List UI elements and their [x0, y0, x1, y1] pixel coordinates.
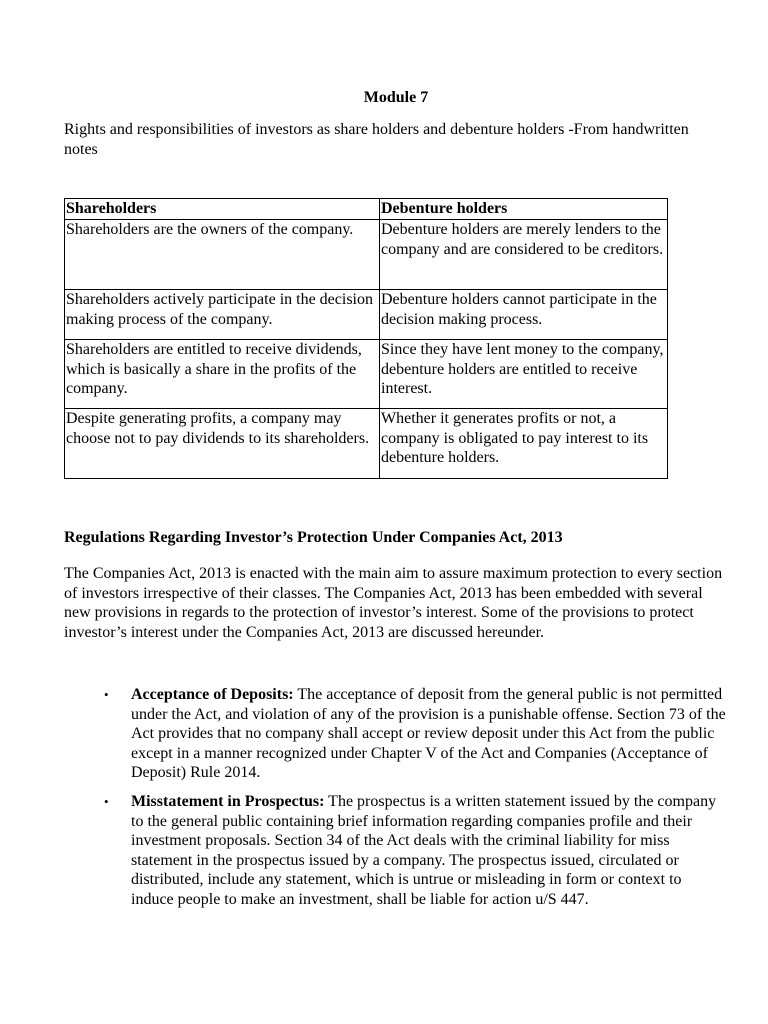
table-row	[65, 340, 668, 409]
provisions-list	[64, 685, 728, 919]
module-title: Module 7	[363, 89, 429, 106]
bullet-marker: •	[104, 687, 109, 702]
table-header-row	[65, 199, 668, 220]
table-row	[65, 220, 668, 290]
table-cell: Shareholders are the owners of the company.	[65, 220, 380, 290]
header-shareholders: Shareholders	[65, 199, 380, 220]
list-item	[64, 685, 728, 783]
intro-text: Rights and responsibilities of investors as share holders and debenture holders -From handwritten notes	[64, 121, 689, 158]
table-row	[65, 290, 668, 340]
table-cell: Whether it generates profits or not, a company is obligated to pay interest to its debenture holders.	[380, 409, 668, 479]
table-cell: Shareholders are entitled to receive dividends, which is basically a share in the profits of the company.	[65, 340, 380, 409]
table-cell: Debenture holders are merely lenders to the company and are considered to be creditors.	[380, 220, 668, 290]
comparison-table	[64, 198, 668, 479]
list-item-title: Misstatement in Prospectus:	[131, 792, 325, 810]
table-cell: Debenture holders cannot participate in the decision making process.	[380, 290, 668, 340]
header-debenture-holders: Debenture holders	[380, 199, 668, 220]
table-cell: Since they have lent money to the company, debenture holders are entitled to receive interest.	[380, 340, 668, 409]
list-item-text: The prospectus is a written statement issued by the company to the general public containing brief information regarding companies profile and their investment proposals. Section 34 of the Act deals with the criminal liability for miss statement in the prospectus issued by a company. The prospectus issued, circulated or distributed, include any statement, which is untrue or misleading in form or context to induce people to make an investment, shall be liable for action u/S 447.	[131, 792, 717, 908]
section-heading: Regulations Regarding Investor’s Protection Under Companies Act, 2013	[64, 529, 563, 546]
list-item-title: Acceptance of Deposits:	[131, 686, 294, 703]
table-cell: Despite generating profits, a company may choose not to pay dividends to its shareholders.	[65, 409, 380, 479]
section-paragraph: The Companies Act, 2013 is enacted with the main aim to assure maximum protection to every section of investors irrespective of their classes. The Companies Act, 2013 has been embedded with several new provisions in regards to the protection of investor’s interest. Some of the provisions to protect investor’s interest under the Companies Act, 2013 are discussed hereunder.	[64, 565, 723, 641]
list-item-text: The acceptance of deposit from the general public is not permitted under the Act, and violation of any of the provision is a punishable offense. Section 73 of the Act provides that no company shall accept or review deposit under this Act from the public except in a manner recognized under Chapter V of the Act and Companies (Acceptance of Deposit) Rule 2014.	[131, 686, 726, 782]
list-item	[64, 792, 728, 910]
bullet-marker: •	[104, 793, 109, 809]
table-cell: Shareholders actively participate in the decision making process of the company.	[65, 290, 380, 340]
table-row	[65, 409, 668, 479]
